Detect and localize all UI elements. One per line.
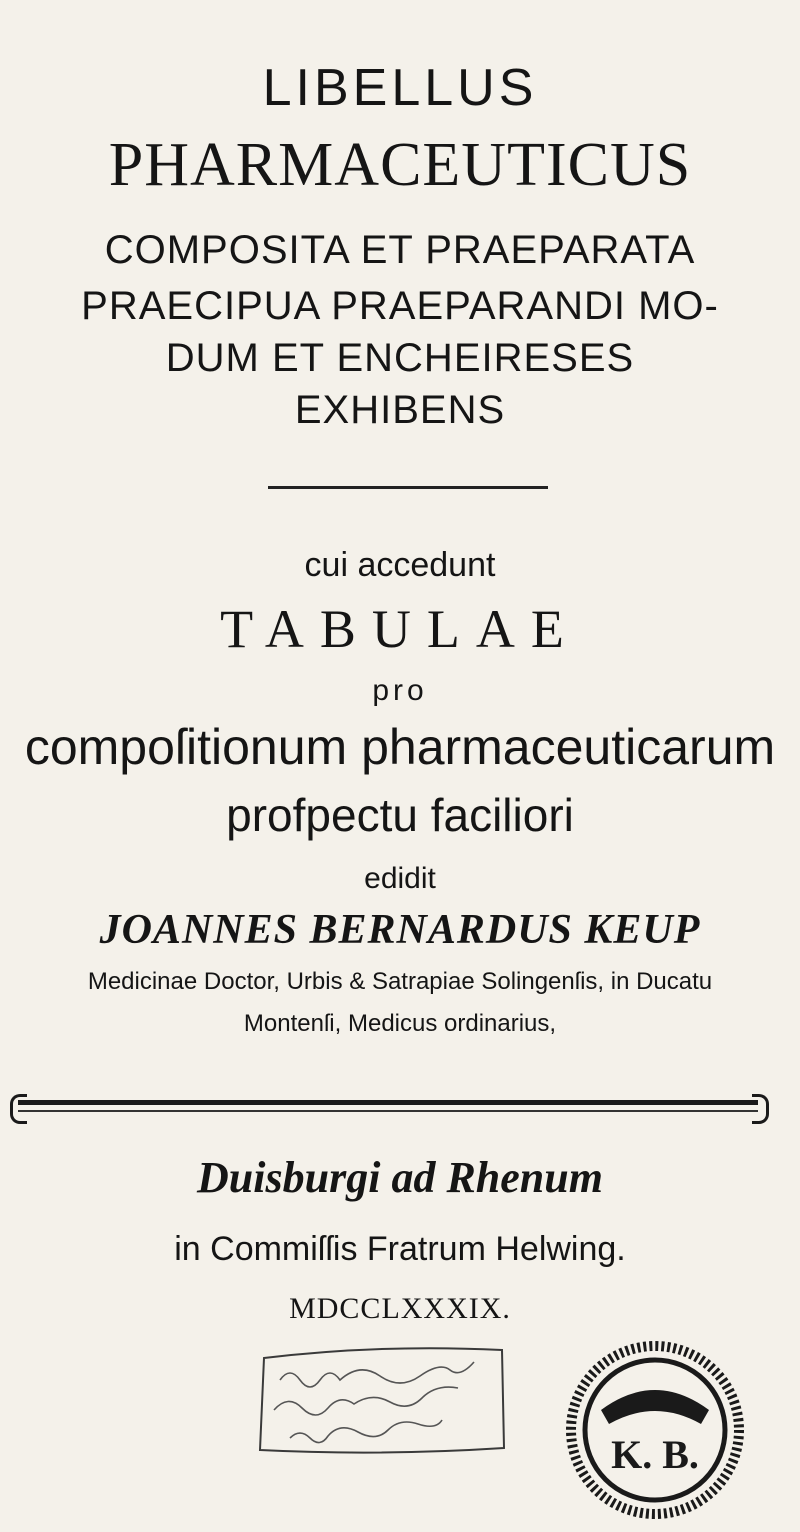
edidit-line: edidit <box>364 862 436 895</box>
divider-cap-left <box>10 1094 27 1124</box>
compositionum-line: compoſitionum pharmaceuticarum <box>24 719 776 775</box>
stamp-monogram: K. B. <box>611 1432 699 1477</box>
crown-icon <box>601 1390 709 1424</box>
imprint-place: Duisburgi ad Rhenum <box>197 1153 603 1202</box>
author-description-1: Medicinae Doctor, Urbis & Satrapiae Solingenſis, in Ducatu <box>87 968 713 995</box>
title-line-pharmaceuticus: PHARMACEUTICUS <box>108 131 692 199</box>
imprint-year: MDCCLXXXIX. <box>289 1292 511 1325</box>
subtitle-line-3: DUM ET ENCHEIRESES <box>165 336 635 380</box>
author-description-2: Montenſi, Medicus ordinarius, <box>243 1010 557 1037</box>
handwritten-inscription <box>250 1340 512 1460</box>
accedunt-line: cui accedunt <box>304 546 496 584</box>
divider-rule-bottom <box>18 1100 758 1105</box>
subtitle-line-4: EXHIBENS <box>294 388 506 432</box>
subtitle-line-2: PRAECIPUA PRAEPARANDI MO- <box>81 284 719 328</box>
title-line-libellus: LIBELLUS <box>262 59 538 117</box>
divider-cap-right <box>752 1094 769 1124</box>
author-name: JOANNES BERNARDUS KEUP <box>99 907 701 953</box>
imprint-publisher: in Commiſſis Fratrum Helwing. <box>174 1230 626 1268</box>
pro-line: pro <box>372 674 428 707</box>
tabulae-line: TABULAE <box>220 599 580 659</box>
library-stamp <box>565 1340 745 1520</box>
divider-rule-top <box>268 486 548 489</box>
subtitle-line-1: COMPOSITA ET PRAEPARATA <box>104 228 696 272</box>
divider-rule-bottom-thin <box>18 1110 758 1112</box>
prospectu-line: profpeᴄtu faciliori <box>226 789 574 841</box>
